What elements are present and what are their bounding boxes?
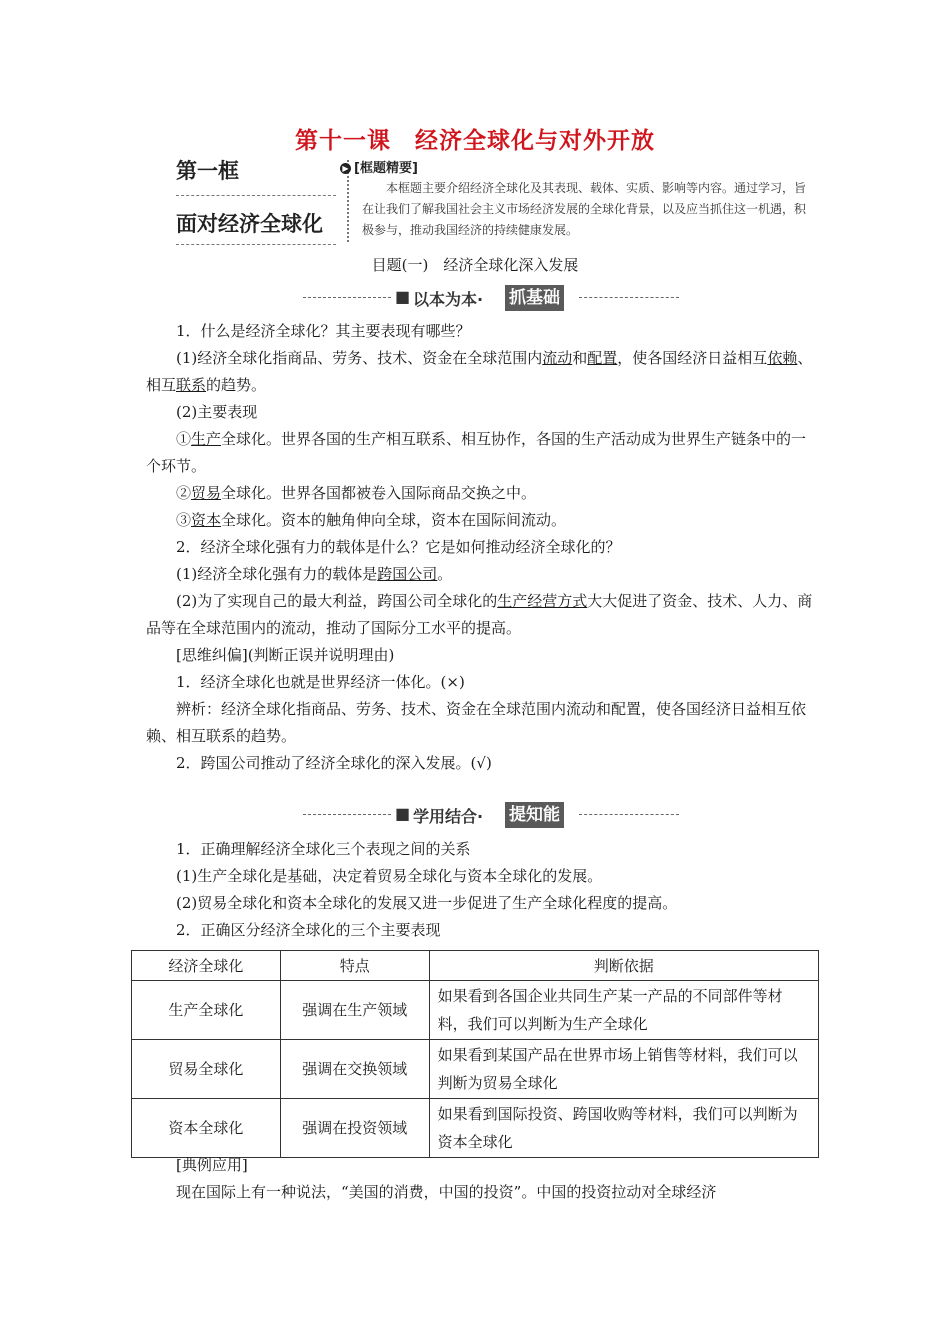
example-block xyxy=(146,1152,816,1206)
q1-definition: (1)经济全球化指商品、劳务、技术、资金在全球范围内流动和配置，使各国经济日益相互依赖、相互联系的趋势。 xyxy=(146,349,813,394)
table-cell: 生产全球化 xyxy=(132,981,281,1040)
table-row xyxy=(132,981,819,1040)
q1-point-3: ③资本全球化。资本的触角伸向全球，资本在国际间流动。 xyxy=(176,511,567,529)
table-cell: 强调在生产领域 xyxy=(280,981,429,1040)
example-heading: [典例应用] xyxy=(176,1156,248,1174)
frame-heading-box xyxy=(176,155,336,245)
understand-block xyxy=(146,836,816,944)
understand-heading-1: 1．正确理解经济全球化三个表现之间的关系 xyxy=(176,840,471,858)
dash-right xyxy=(579,297,679,298)
table-header-row xyxy=(132,951,819,981)
table-cell: 如果看到某国产品在世界市场上销售等材料，我们可以判断为贸易全球化 xyxy=(429,1040,818,1099)
q2-answer-2: (2)为了实现自己的最大利益，跨国公司全球化的生产经营方式大大促进了资金、技术、人力、商品等在全球范围内的流动，推动了国际分工水平的提高。 xyxy=(146,592,813,637)
q1-block xyxy=(146,318,816,777)
section-bar-basics xyxy=(303,285,683,311)
understand-line-2: (2)贸易全球化和资本全球化的发展又进一步促进了生产全球化程度的提高。 xyxy=(176,894,678,912)
table-header-cell: 判断依据 xyxy=(429,951,818,981)
understand-heading-2: 2．正确区分经济全球化的三个主要表现 xyxy=(176,921,441,939)
lesson-title: 第十一课 经济全球化与对外开放 xyxy=(295,128,655,154)
q2-answer-1: (1)经济全球化强有力的载体是跨国公司。 xyxy=(176,565,453,583)
table-row xyxy=(132,1099,819,1158)
frame-number: 第一框 xyxy=(176,155,336,196)
thinking-heading: [思维纠偏](判断正误并说明理由) xyxy=(176,646,395,664)
q2-question: 2．经济全球化强有力的载体是什么？它是如何推动经济全球化的？ xyxy=(176,538,621,556)
table-cell: 如果看到国际投资、跨国收购等材料，我们可以判断为资本全球化 xyxy=(429,1099,818,1158)
arrow-circle-icon: ▶ xyxy=(340,163,351,174)
table-cell: 贸易全球化 xyxy=(132,1040,281,1099)
table-cell: 强调在投资领域 xyxy=(280,1099,429,1158)
q1-question: 1．什么是经济全球化？其主要表现有哪些？ xyxy=(176,322,471,340)
section-badge: 提知能 xyxy=(505,802,564,828)
section-bar-apply xyxy=(303,802,683,828)
q1-point-1: ①生产全球化。世界各国的生产相互联系、相互协作，各国的生产活动成为世界生产链条中的一个环节。 xyxy=(146,430,807,475)
summary-heading xyxy=(340,157,418,176)
understand-line-1: (1)生产全球化是基础，决定着贸易全球化与资本全球化的发展。 xyxy=(176,867,603,885)
table-header-cell: 特点 xyxy=(280,951,429,981)
table-cell: 资本全球化 xyxy=(132,1099,281,1158)
dash-right xyxy=(579,814,679,815)
judge-2: 2．跨国公司推动了经济全球化的深入发展。(√) xyxy=(176,754,492,772)
table-row xyxy=(132,1040,819,1099)
table-header-cell: 经济全球化 xyxy=(132,951,281,981)
dash-left xyxy=(303,814,391,815)
section-label: 学用结合· xyxy=(413,807,484,826)
q1-point-2: ②贸易全球化。世界各国都被卷入国际商品交换之中。 xyxy=(176,484,537,502)
dash-left xyxy=(303,297,391,298)
table-cell: 强调在交换领域 xyxy=(280,1040,429,1099)
section-square-icon: ■ xyxy=(395,804,411,823)
judge-analysis: 辨析：经济全球化指商品、劳务、技术、资金在全球范围内流动和配置，使各国经济日益相互依赖、相互联系的趋势。 xyxy=(146,700,807,745)
section-square-icon: ■ xyxy=(395,287,411,306)
comparison-table xyxy=(131,950,819,1158)
q1-sub2: (2)主要表现 xyxy=(176,403,258,421)
example-text: 现在国际上有一种说法，“美国的消费，中国的投资”。中国的投资拉动对全球经济 xyxy=(176,1183,717,1201)
summary-text: 本框题主要介绍经济全球化及其表现、载体、实质、影响等内容。通过学习，旨在让我们了解我国社会主义市场经济发展的全球化背景，以及应当抓住这一机遇，积极参与，推动我国经济的持续健康发展。 xyxy=(362,181,807,237)
summary-heading-text: [框题精要] xyxy=(354,161,418,176)
frame-name: 面对经济全球化 xyxy=(176,208,336,245)
judge-1: 1．经济全球化也就是世界经济一体化。(×) xyxy=(176,673,465,691)
section-badge: 抓基础 xyxy=(505,285,564,311)
table-cell: 如果看到各国企业共同生产某一产品的不同部件等材料，我们可以判断为生产全球化 xyxy=(429,981,818,1040)
subtopic-title: 目题(一) 经济全球化深入发展 xyxy=(371,256,579,274)
section-label: 以本为本· xyxy=(413,290,484,309)
